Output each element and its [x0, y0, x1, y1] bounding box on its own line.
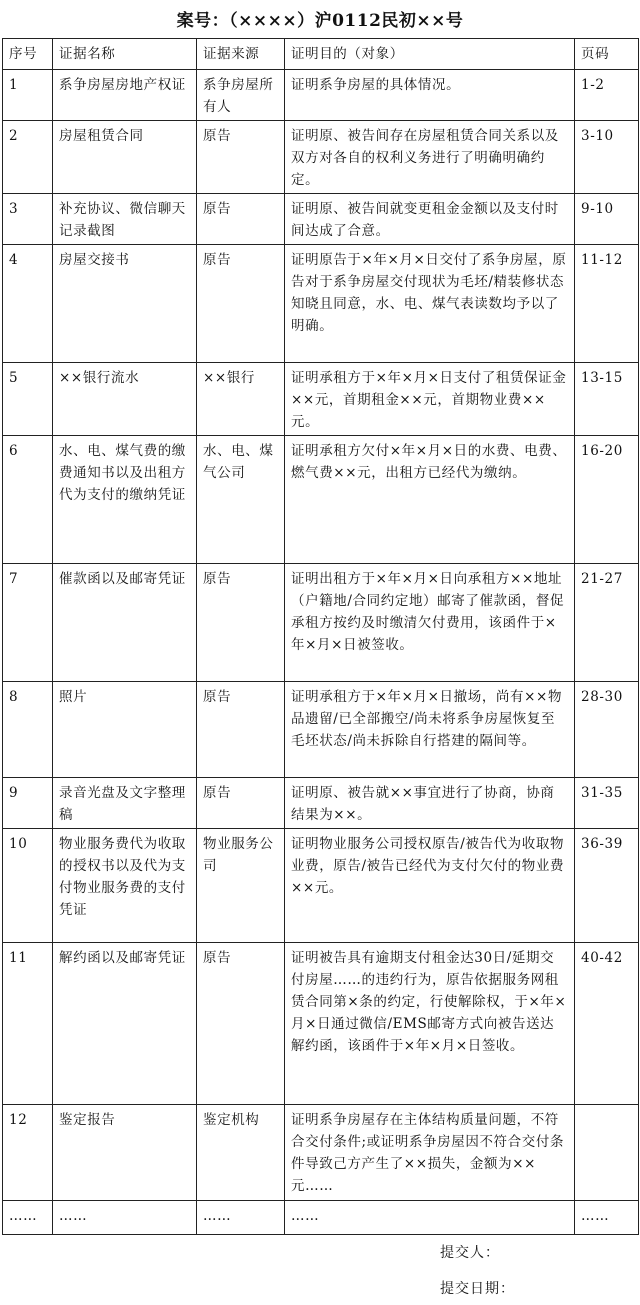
- cell-name: 房屋交接书: [53, 245, 197, 363]
- cell-name: 录音光盘及文字整理稿: [53, 778, 197, 829]
- table-header-row: [3, 39, 639, 70]
- cell-source: 鉴定机构: [197, 1105, 285, 1201]
- cell-source: ……: [197, 1201, 285, 1235]
- table-row: [3, 363, 639, 436]
- table-row: [3, 70, 639, 121]
- cell-source: 原告: [197, 121, 285, 194]
- cell-no: 4: [3, 245, 53, 363]
- cell-pages: 11-12: [575, 245, 639, 363]
- cell-no: 1: [3, 70, 53, 121]
- cell-name: ……: [53, 1201, 197, 1235]
- table-row: [3, 436, 639, 564]
- cell-no: 6: [3, 436, 53, 564]
- cell-pages: 1-2: [575, 70, 639, 121]
- cell-source: 原告: [197, 245, 285, 363]
- cell-name: 解约函以及邮寄凭证: [53, 943, 197, 1105]
- submitter-label: 提交人：: [440, 1245, 500, 1261]
- cell-source: 原告: [197, 194, 285, 245]
- cell-source: 原告: [197, 778, 285, 829]
- cell-name: 系争房屋房地产权证: [53, 70, 197, 121]
- cell-source: 原告: [197, 943, 285, 1105]
- cell-no: ……: [3, 1201, 53, 1235]
- submission-date-label: 提交日期：: [440, 1281, 515, 1297]
- cell-purpose: 证明系争房屋存在主体结构质量问题，不符合交付条件;或证明系争房屋因不符合交付条件导致己方产生了××损失，金额为××元……: [285, 1105, 575, 1201]
- evidence-table: [2, 38, 639, 1235]
- header-no: 序号: [3, 39, 53, 70]
- cell-pages: 40-42: [575, 943, 639, 1105]
- cell-name: 催款函以及邮寄凭证: [53, 564, 197, 682]
- cell-name: 水、电、煤气费的缴费通知书以及出租方代为支付的缴纳凭证: [53, 436, 197, 564]
- cell-source: 水、电、煤气公司: [197, 436, 285, 564]
- cell-purpose: 证明承租方欠付×年×月×日的水费、电费、燃气费××元，出租方已经代为缴纳。: [285, 436, 575, 564]
- cell-pages: 9-10: [575, 194, 639, 245]
- cell-purpose: 证明承租方于×年×月×日撤场，尚有××物品遗留/已全部搬空/尚未将系争房屋恢复至毛坯状态/尚未拆除自行搭建的隔间等。: [285, 682, 575, 778]
- table-row: [3, 121, 639, 194]
- cell-purpose: 证明承租方于×年×月×日支付了租赁保证金××元，首期租金××元，首期物业费××元。: [285, 363, 575, 436]
- cell-source: 原告: [197, 682, 285, 778]
- cell-name: 照片: [53, 682, 197, 778]
- header-purpose: 证明目的（对象）: [285, 39, 575, 70]
- cell-pages: 36-39: [575, 829, 639, 943]
- cell-pages: 3-10: [575, 121, 639, 194]
- cell-no: 12: [3, 1105, 53, 1201]
- cell-purpose: 证明原告于×年×月×日交付了系争房屋，原告对于系争房屋交付现状为毛坯/精装修状态知晓且同意，水、电、煤气表读数均予以了明确。: [285, 245, 575, 363]
- cell-pages: 28-30: [575, 682, 639, 778]
- cell-no: 7: [3, 564, 53, 682]
- cell-no: 3: [3, 194, 53, 245]
- cell-purpose: ……: [285, 1201, 575, 1235]
- cell-name: 物业服务费代为收取的授权书以及代为支付物业服务费的支付凭证: [53, 829, 197, 943]
- header-evidence-source: 证据来源: [197, 39, 285, 70]
- cell-purpose: 证明出租方于×年×月×日向承租方××地址（户籍地/合同约定地）邮寄了催款函，督促承租方按约及时缴清欠付费用，该函件于×年×月×日被签收。: [285, 564, 575, 682]
- table-row: [3, 829, 639, 943]
- cell-no: 10: [3, 829, 53, 943]
- cell-no: 11: [3, 943, 53, 1105]
- table-row: [3, 1201, 639, 1235]
- cell-source: 物业服务公司: [197, 829, 285, 943]
- cell-no: 8: [3, 682, 53, 778]
- cell-name: 房屋租赁合同: [53, 121, 197, 194]
- cell-purpose: 证明物业服务公司授权原告/被告代为收取物业费，原告/被告已经代为支付欠付的物业费××元。: [285, 829, 575, 943]
- cell-pages: 13-15: [575, 363, 639, 436]
- cell-pages: 16-20: [575, 436, 639, 564]
- cell-source: 原告: [197, 564, 285, 682]
- cell-no: 5: [3, 363, 53, 436]
- table-row: [3, 778, 639, 829]
- cell-purpose: 证明原、被告间就变更租金金额以及支付时间达成了合意。: [285, 194, 575, 245]
- cell-pages: 31-35: [575, 778, 639, 829]
- table-row: [3, 564, 639, 682]
- table-row: [3, 194, 639, 245]
- cell-pages: ……: [575, 1201, 639, 1235]
- cell-source: ××银行: [197, 363, 285, 436]
- cell-name: 鉴定报告: [53, 1105, 197, 1201]
- cell-purpose: 证明系争房屋的具体情况。: [285, 70, 575, 121]
- cell-source: 系争房屋所有人: [197, 70, 285, 121]
- cell-no: 9: [3, 778, 53, 829]
- table-row: [3, 245, 639, 363]
- cell-name: 补充协议、微信聊天记录截图: [53, 194, 197, 245]
- case-number-title: 案号：（××××）沪0112民初××号: [176, 11, 464, 31]
- table-row: [3, 682, 639, 778]
- header-pages: 页码: [575, 39, 639, 70]
- cell-purpose: 证明原、被告就××事宜进行了协商，协商结果为××。: [285, 778, 575, 829]
- table-row: [3, 943, 639, 1105]
- cell-pages: 21-27: [575, 564, 639, 682]
- header-evidence-name: 证据名称: [53, 39, 197, 70]
- cell-no: 2: [3, 121, 53, 194]
- cell-purpose: 证明被告具有逾期支付租金达30日/延期交付房屋……的违约行为，原告依据服务网租赁合同第×条的约定，行使解除权，于×年×月×日通过微信/EMS邮寄方式向被告送达解约函，该函件于×年×月×日签收。: [285, 943, 575, 1105]
- cell-pages: [575, 1105, 639, 1201]
- cell-name: ××银行流水: [53, 363, 197, 436]
- table-row: [3, 1105, 639, 1201]
- cell-purpose: 证明原、被告间存在房屋租赁合同关系以及双方对各自的权利义务进行了明确明确约定。: [285, 121, 575, 194]
